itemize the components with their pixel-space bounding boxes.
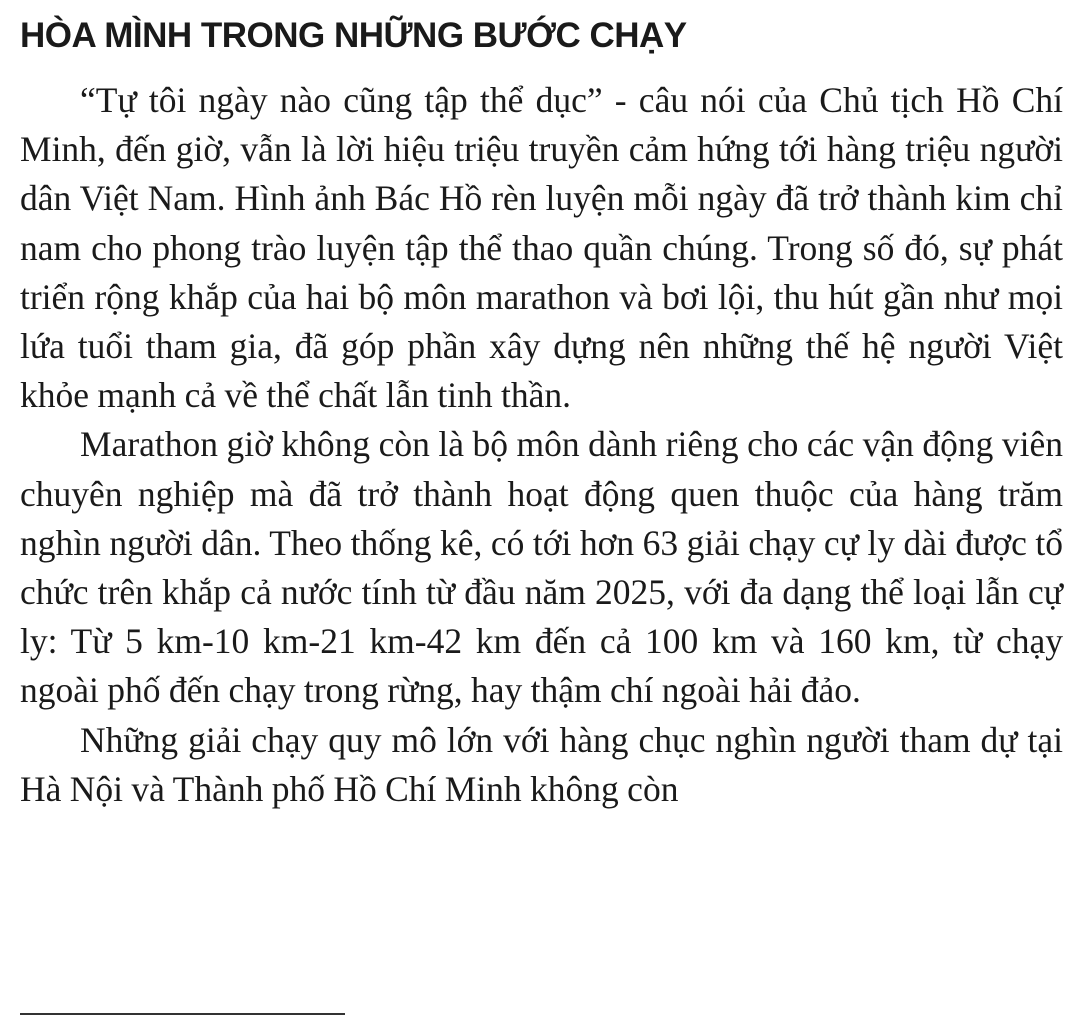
paragraph-3: Những giải chạy quy mô lớn với hàng chục nghìn người tham dự tại Hà Nội và Thành phố Hồ Chí Minh không còn <box>20 719 1063 809</box>
footnote-divider <box>20 1013 345 1015</box>
article <box>20 8 1063 814</box>
paragraph-2: Marathon giờ không còn là bộ môn dành riêng cho các vận động viên chuyên nghiệp mà đã trở thành hoạt động quen thuộc của hàng trăm nghìn người dân. Theo thống kê, có tới hơn 63 giải chạy cự ly dài được tổ chức trên khắp cả nước tính từ đầu năm 2025, với đa dạng thể loại lẫn cự ly: Từ 5 km-10 km-21 km-42 km đến cả 100 km và 160 km, từ chạy ngoài phố đến chạy trong rừng, hay thậm chí ngoài hải đảo. <box>20 424 1063 711</box>
article-headline: HÒA MÌNH TRONG NHỮNG BƯỚC CHẠY <box>20 16 687 55</box>
article-body <box>20 76 1063 814</box>
paragraph-1: “Tự tôi ngày nào cũng tập thể dục” - câu nói của Chủ tịch Hồ Chí Minh, đến giờ, vẫn là lời hiệu triệu truyền cảm hứng tới hàng triệu người dân Việt Nam. Hình ảnh Bác Hồ rèn luyện mỗi ngày đã trở thành kim chỉ nam cho phong trào luyện tập thể thao quần chúng. Trong số đó, sự phát triển rộng khắp của hai bộ môn marathon và bơi lội, thu hút gần như mọi lứa tuổi tham gia, đã góp phần xây dựng nên những thế hệ người Việt khỏe mạnh cả về thể chất lẫn tinh thần. <box>20 80 1063 416</box>
